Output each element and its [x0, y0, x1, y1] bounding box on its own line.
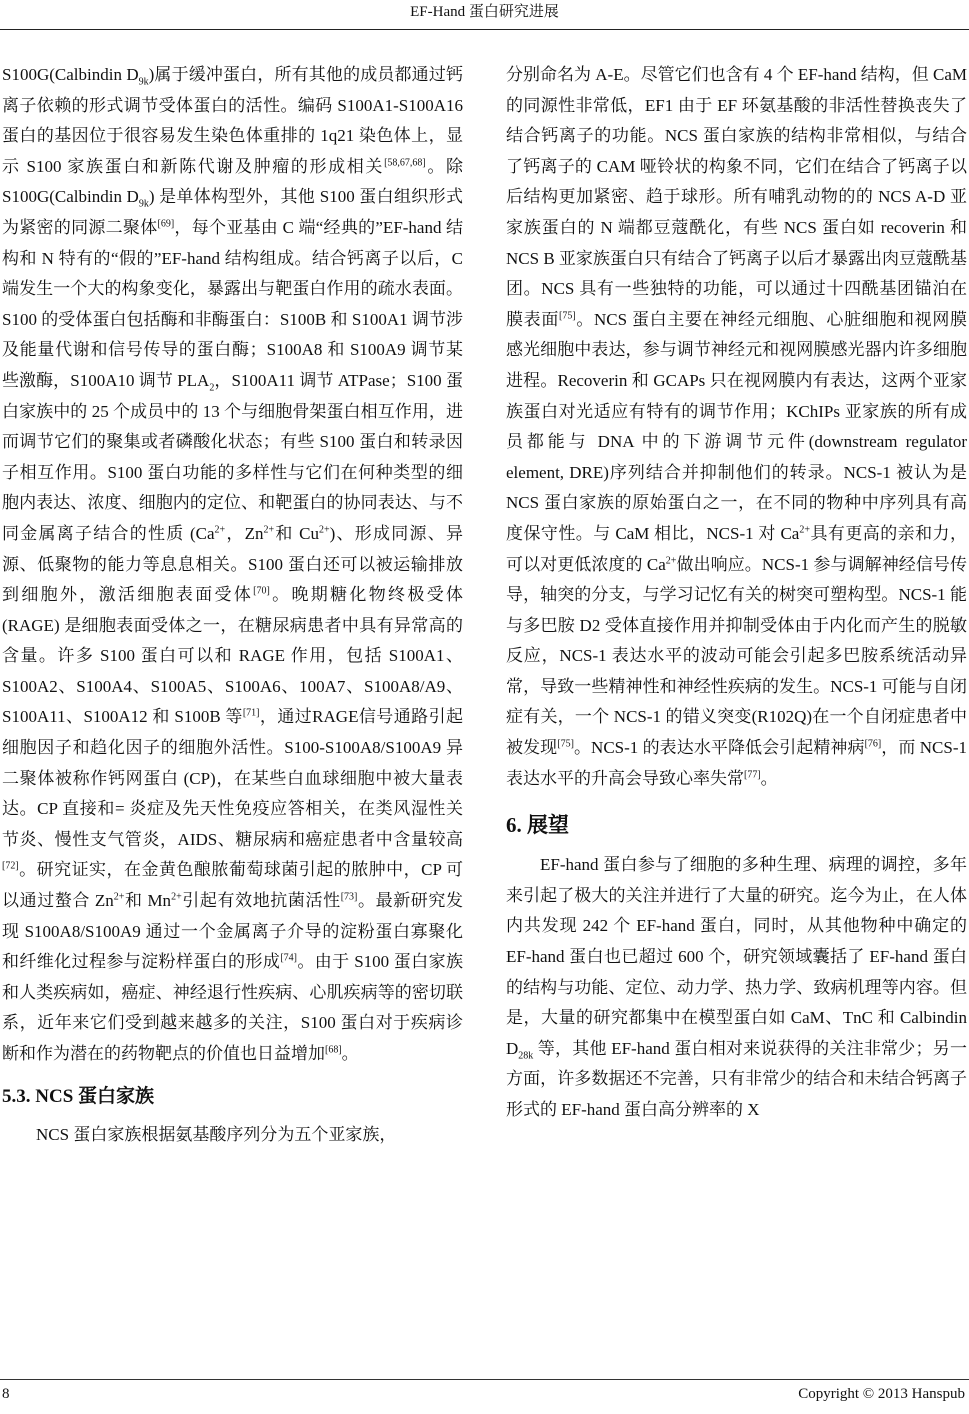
section-heading-6: 6. 展望 [506, 813, 569, 838]
left-paragraph-1: S100G(Calbindin $D_{9k}$)属于缓冲蛋白，所有其他的成员都通过钙离子依赖的形式调节受体蛋白的活性。编码 S100A1-S100A16 蛋白的基因位于很容易发生染色体重排的 1q21 染色体上，显示 S100 家族蛋白和新陈代谢及肿瘤的形成相关[58,67,68]。除 S100G(Calbindin $D_{9k}$) 是单体构型外，其他 S100 蛋白组织形式为紧密的同源二聚体[69]，每个亚基由 C 端“经典的”EF-hand 结构和 N 特有的“假的”EF-hand 结构组成。结合钙离子以后，C 端发生一个大的构象变化，暴露出与靶蛋白作用的疏水表面。S100 的受体蛋白包括酶和非酶蛋白：S100B 和 S100A1 调节涉及能量代谢和信号传导的蛋白酶；S100A8 和 S100A9 调节某些激酶，S100A10 调节 $PLA_2$，S100A11 调节 ATPase；S100 蛋白家族中的 25 个成员中的 13 个与细胞骨架蛋白相互作用，进而调节它们的聚集或者磷酸化状态；有些 S100 蛋白和转录因子相互作用。S100 蛋白功能的多样性与它们在何种类型的细胞内表达、浓度、细胞内的定位、和靶蛋白的协同表达、与不同金属离子结合的性质 ($Ca^{2+}$，$Zn^{2+}$和 $Cu^{2+}$)、形成同源、异源、低聚物的能力等息息相关。S100 蛋白还可以被运输排放到细胞外，激活细胞表面受体[70]。晚期糖化物终极受体(RAGE) 是细胞表面受体之一，在糖尿病患者中具有异常高的含量。许多 S100 蛋白可以和 RAGE 作用，包括 S100A1、S100A2、S100A4、S100A5、S100A6、100A7、S100A8/A9、S100A11、S100A12 和 S100B 等[71]，通过RAGE信号通路引起细胞因子和趋化因子的细胞外活性。S100-S100A8/S100A9 异二聚体被称作钙网蛋白 (CP)，在某些白血球细胞中被大量表达。CP 直接和= 炎症及先天性免疫应答相关，在类风湿性关节炎、慢性支气管炎，AIDS、糖尿病和癌症患者中含量较高[72]。研究证实，在金黄色酿脓葡萄球菌引起的脓肿中，CP 可以通过螯合 $Zn^{2+}$和 $Mn^{2+}$引起有效地抗菌活性[73]。最新研究发现 S100A8/S100A9 通过一个金属离子介导的淀粉蛋白寡聚化和纤维化过程参与淀粉样蛋白的形成[74]。由于 S100 蛋白家族和人类疾病如，癌症、神经退行性疾病、心肌疾病等的密切联系，近年来它们受到越来越多的关注，S100 蛋白对于疾病诊断和作为潜在的药物靶点的价值也日益增加[68]。 [2, 65, 464, 1063]
page-number: 8 [2, 1386, 10, 1402]
footer-rule [0, 1379, 969, 1380]
running-header: EF-Hand 蛋白研究进展 [410, 4, 559, 20]
section-heading-5-3: 5.3. NCS 蛋白家族 [2, 1085, 155, 1107]
right-column [506, 60, 967, 1126]
left-column [2, 60, 463, 1150]
header-rule [0, 29, 969, 30]
left-paragraph-2: NCS 蛋白家族根据氨基酸序列分为五个亚家族， [36, 1124, 397, 1144]
right-paragraph-1: 分别命名为 A-E。尽管它们也含有 4 个 EF-hand 结构，但 CaM 的同源性非常低，EF1 由于 EF 环氨基酸的非活性替换丧失了结合钙离子的功能。NCS 蛋白家族的结构非常相似，与结合了钙离子的 CAM 哑铃状的构象不同，它们在结合了钙离子以后结构更加紧密、趋于球形。所有哺乳动物的的 NCS A-D 亚家族蛋白的 N 端都豆蔻酰化，有些 NCS 蛋白如 recoverin 和 NCS B 亚家族蛋白只有结合了钙离子以后才暴露出肉豆蔻酰基团。NCS 具有一些独特的功能，可以通过十四酰基团锚泊在膜表面[75]。NCS 蛋白主要在神经元细胞、心脏细胞和视网膜感光细胞中表达，参与调节神经元和视网膜感光器内许多细胞进程。Recoverin 和 GCAPs 只在视网膜内有表达，这两个亚家族蛋白对光适应有特有的调节作用；KChIPs 亚家族的所有成员都能与 DNA 中的下游调节元件(downstream regulator element, DRE)序列结合并抑制他们的转录。NCS-1 被认为是 NCS 蛋白家族的原始蛋白之一，在不同的物种中序列具有高度保守性。与 CaM 相比，NCS-1 对 $Ca^{2+}$具有更高的亲和力，可以对更低浓度的 $Ca^{2+}$做出响应。NCS-1 参与调解神经信号传导，轴突的分支，与学习记忆有关的树突可塑构型。NCS-1 能与多巴胺 D2 受体直接作用并抑制受体由于内化而产生的脱敏反应，NCS-1 表达水平的波动可能会引起多巴胺系统活动异常，导致一些精神性和神经性疾病的发生。NCS-1 可能与自闭症有关，一个 NCS-1 的错义突变(R102Q)在一个自闭症患者中被发现[75]。NCS-1 的表达水平降低会引起精神病[76]，而 NCS-1 表达水平的升高会导致心率失常[77]。 [506, 65, 968, 788]
copyright-notice: Copyright © 2013 Hanspub [798, 1386, 965, 1402]
right-paragraph-2: EF-hand 蛋白参与了细胞的多种生理、病理的调控，多年来引起了极大的关注并进行了大量的研究。迄今为止，在人体内共发现 242 个 EF-hand 蛋白，同时，从其他物种中确定的 EF-hand 蛋白也已超过 600 个，研究领域囊括了 EF-hand 蛋白的结构与功能、定位、动力学、热力学、致病机理等内容。但是，大量的研究都集中在模型蛋白如 CaM、TnC 和 Calbindin $D_{28k}$ 等，其他 EF-hand 蛋白相对来说获得的关注非常少；另一方面，许多数据还不完善，只有非常少的结合和未结合钙离子形式的 EF-hand 蛋白高分辨率的 X [506, 855, 967, 1119]
